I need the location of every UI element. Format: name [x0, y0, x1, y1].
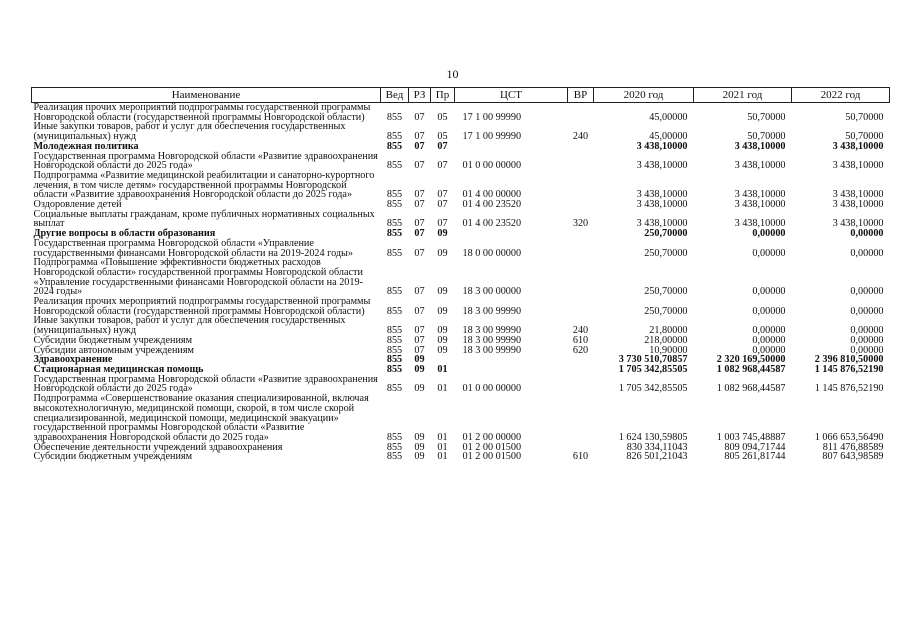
- table-header: [32, 88, 890, 103]
- cell-cst: 18 3 00 99990: [462, 305, 522, 317]
- header-2022: 2022 год: [792, 88, 890, 103]
- cell-ved: 855: [386, 111, 403, 123]
- cell-pr: 09: [437, 286, 448, 298]
- cell-vr: [568, 103, 594, 123]
- cell-2020: 1 705 342,85505: [618, 363, 688, 375]
- cell-name: Субсидии автономным учреждениям: [33, 344, 194, 356]
- cell-ved: 855: [386, 199, 403, 211]
- cell-cst: 01 2 00 01500: [462, 451, 522, 463]
- cell-cst: 01 0 00 00000: [462, 383, 522, 395]
- cell-2020: 3 438,10000: [636, 218, 688, 230]
- cell-2022: 0,00000: [850, 247, 884, 259]
- cell-name: Здравоохранение: [33, 354, 113, 366]
- cell-2020: 10,90000: [649, 344, 688, 356]
- cell-rz: 07: [414, 247, 425, 259]
- cell-2020: 250,70000: [644, 247, 688, 259]
- cell-vr: 240: [572, 131, 589, 143]
- cell-ved: 855: [386, 247, 403, 259]
- cell-name: Государственная программа Новгородской области «Управление государственными финансами Новгородской области на 2019-2024 годы»: [33, 237, 354, 259]
- cell-2022: 0,00000: [850, 286, 884, 298]
- cell-2021: 0,00000: [752, 228, 786, 240]
- cell-2022: 1 145 876,52190: [814, 363, 884, 375]
- cell-2021: 3 438,10000: [734, 218, 786, 230]
- cell-pr: 01: [437, 451, 448, 463]
- cell-2021: 0,00000: [752, 286, 786, 298]
- cell-rz: 09: [414, 363, 425, 375]
- cell-rz: 07: [414, 305, 425, 317]
- cell-ved: 855: [386, 160, 403, 172]
- table-body: [32, 103, 890, 465]
- cell-name: Молодежная политика: [33, 140, 139, 152]
- cell-vr: 320: [572, 218, 589, 230]
- cell-2020: 1 705 342,85505: [618, 383, 688, 395]
- cell-name: Государственная программа Новгородской области «Развитие здравоохранения Новгородской области до 2025 года»: [33, 373, 378, 395]
- cell-pr: 01: [437, 431, 448, 443]
- cell-ved: 855: [386, 451, 403, 463]
- cell-cst: 01 2 00 00000: [462, 431, 522, 443]
- cell-name: Социальные выплаты гражданам, кроме публичных нормативных социальных выплат: [33, 208, 375, 230]
- cell-2022: 50,70000: [845, 111, 884, 123]
- table-row: [32, 122, 890, 141]
- cell-vr: 240: [572, 325, 589, 337]
- cell-pr: 01: [437, 383, 448, 395]
- cell-pr: 05: [437, 131, 448, 143]
- table-row: [32, 394, 890, 443]
- cell-2020: 250,70000: [644, 305, 688, 317]
- cell-rz: 07: [414, 334, 425, 346]
- cell-vr: [568, 355, 594, 365]
- table-row: [32, 239, 890, 258]
- cell-name: Государственная программа Новгородской области «Развитие здравоохранения Новгородской области до 2025 года»: [33, 150, 378, 172]
- header-cst: ЦСТ: [455, 88, 568, 103]
- cell-pr: 07: [437, 160, 448, 172]
- cell-rz: 07: [414, 325, 425, 337]
- cell-pr: 09: [437, 344, 448, 356]
- header-name: Наименование: [32, 88, 381, 103]
- cell-cst: 18 3 00 99990: [462, 325, 522, 337]
- cell-2022: 0,00000: [850, 334, 884, 346]
- cell-rz: 09: [414, 451, 425, 463]
- cell-rz: 07: [414, 199, 425, 211]
- cell-2021: 50,70000: [747, 111, 786, 123]
- cell-cst: [455, 365, 568, 375]
- cell-2022: 3 438,10000: [832, 218, 884, 230]
- cell-rz: 07: [414, 344, 425, 356]
- cell-2022: 811 476,88589: [822, 441, 884, 453]
- cell-rz: 07: [414, 111, 425, 123]
- cell-rz: 07: [414, 189, 425, 201]
- header-vr: ВР: [568, 88, 594, 103]
- cell-cst: [455, 355, 568, 365]
- cell-2020: 3 730 510,70857: [618, 354, 688, 366]
- cell-cst: 01 4 00 23520: [462, 218, 522, 230]
- cell-ved: 855: [386, 325, 403, 337]
- cell-2022: 807 643,98589: [822, 451, 884, 463]
- cell-2021: 3 438,10000: [734, 189, 786, 201]
- cell-vr: [568, 394, 594, 443]
- cell-ved: 855: [386, 131, 403, 143]
- cell-cst: 01 2 00 01500: [462, 441, 522, 453]
- cell-name: Подпрограмма «Совершенствование оказания специализированной, включая высокотехнологичную, медицинской помощи, скорой, в том числе скорой специализированной, медицинской помощи, медицинской эвакуации» государственной программы Новгородской области «Развитие здравоохранения Новгородской области до 2025 года»: [33, 393, 369, 443]
- cell-rz: 07: [414, 228, 425, 240]
- cell-rz: 09: [414, 354, 425, 366]
- cell-cst: [455, 142, 568, 152]
- cell-ved: 855: [386, 354, 403, 366]
- page-number: 10: [446, 67, 459, 81]
- cell-name: Реализация прочих мероприятий подпрограммы государственной программы Новгородской области (государственной программы Новгородской области): [33, 102, 371, 123]
- cell-2020: 3 438,10000: [636, 189, 688, 201]
- cell-vr: [568, 171, 594, 200]
- cell-2022: 50,70000: [845, 131, 884, 143]
- cell-2022: 0,00000: [850, 344, 884, 356]
- cell-name: Другие вопросы в области образования: [33, 228, 216, 240]
- cell-vr: [568, 297, 594, 316]
- cell-name: Иные закупки товаров, работ и услуг для обеспечения государственных (муниципальных) нужд: [33, 121, 346, 143]
- cell-ved: 855: [386, 441, 403, 453]
- cell-rz: 07: [414, 140, 425, 152]
- cell-rz: 07: [414, 131, 425, 143]
- cell-2021: 0,00000: [752, 334, 786, 346]
- cell-pr: 01: [437, 441, 448, 453]
- table-row: [32, 375, 890, 394]
- budget-table: [31, 87, 890, 464]
- cell-2022: 1 066 653,56490: [814, 431, 884, 443]
- cell-name: Субсидии бюджетным учреждениям: [33, 451, 193, 463]
- cell-rz: 07: [414, 160, 425, 172]
- header-2020: 2020 год: [594, 88, 694, 103]
- cell-2022: 0,00000: [850, 325, 884, 337]
- cell-name: Иные закупки товаров, работ и услуг для обеспечения государственных (муниципальных) нужд: [33, 315, 346, 337]
- cell-vr: [568, 365, 594, 375]
- cell-vr: 610: [572, 451, 589, 463]
- cell-2020: 250,70000: [644, 286, 688, 298]
- cell-2022: 3 438,10000: [832, 199, 884, 211]
- table-row: [32, 452, 890, 464]
- cell-2021: 0,00000: [752, 325, 786, 337]
- cell-name: Субсидии бюджетным учреждениям: [33, 334, 193, 346]
- table-row: [32, 210, 890, 229]
- cell-cst: 01 0 00 00000: [462, 160, 522, 172]
- table-row: [32, 171, 890, 200]
- cell-pr: 09: [437, 247, 448, 259]
- cell-vr: 620: [572, 344, 589, 356]
- cell-vr: [568, 258, 594, 297]
- cell-2020: 21,80000: [649, 325, 688, 337]
- cell-vr: [568, 375, 594, 394]
- cell-cst: 01 4 00 00000: [462, 189, 522, 201]
- cell-2020: 45,00000: [649, 111, 688, 123]
- cell-pr: 09: [437, 325, 448, 337]
- cell-2021: 1 082 968,44587: [716, 383, 786, 395]
- cell-pr: 09: [437, 334, 448, 346]
- cell-vr: 610: [572, 334, 589, 346]
- cell-pr: 01: [437, 363, 448, 375]
- header-rz: РЗ: [409, 88, 431, 103]
- table-row: [32, 103, 890, 123]
- cell-2021: 2 320 169,50000: [716, 354, 786, 366]
- cell-ved: 855: [386, 305, 403, 317]
- cell-2020: 45,00000: [649, 131, 688, 143]
- cell-rz: 09: [414, 383, 425, 395]
- cell-name: Подпрограмма «Развитие медицинской реабилитации и санаторно-курортного лечения, в том числе детям» государственной программы Новгородской области «Развитие здравоохранения Новгородской области до 2025 года»: [33, 169, 375, 201]
- cell-ved: 855: [386, 140, 403, 152]
- cell-pr: 07: [437, 189, 448, 201]
- table-row: [32, 152, 890, 171]
- cell-cst: 17 1 00 99990: [462, 111, 522, 123]
- cell-ved: 855: [386, 431, 403, 443]
- cell-cst: 17 1 00 99990: [462, 131, 522, 143]
- cell-2021: 0,00000: [752, 305, 786, 317]
- cell-2021: 809 094,71744: [724, 441, 786, 453]
- cell-cst: 18 0 00 00000: [462, 247, 522, 259]
- cell-rz: 09: [414, 431, 425, 443]
- cell-2020: 218,00000: [644, 334, 688, 346]
- table-row: [32, 316, 890, 335]
- cell-2020: 826 501,21043: [626, 451, 688, 463]
- cell-cst: 18 3 00 99990: [462, 344, 522, 356]
- cell-name: Оздоровление детей: [33, 199, 122, 211]
- cell-2021: 0,00000: [752, 247, 786, 259]
- header-pr: Пр: [431, 88, 455, 103]
- cell-cst: 18 3 00 99990: [462, 334, 522, 346]
- cell-2020: 3 438,10000: [636, 160, 688, 172]
- table-row: [32, 258, 890, 297]
- cell-2021: 3 438,10000: [734, 140, 786, 152]
- cell-vr: [568, 152, 594, 171]
- cell-pr: 05: [437, 111, 448, 123]
- cell-vr: [568, 239, 594, 258]
- cell-name: Реализация прочих мероприятий подпрограммы государственной программы Новгородской области (государственной программы Новгородской области): [33, 296, 371, 317]
- cell-cst: 18 3 00 00000: [462, 286, 522, 298]
- cell-pr: 09: [437, 228, 448, 240]
- cell-2022: 0,00000: [850, 228, 884, 240]
- cell-ved: 855: [386, 218, 403, 230]
- cell-vr: [568, 229, 594, 239]
- cell-name: Подпрограмма «Повышение эффективности бюджетных расходов Новгородской области» государственной программы Новгородской области «Управление государственными финансами Новгородской области на 2019-2024 годы»: [33, 257, 363, 298]
- header-ved: Вед: [381, 88, 409, 103]
- cell-ved: 855: [386, 363, 403, 375]
- cell-ved: 855: [386, 334, 403, 346]
- cell-ved: 855: [386, 286, 403, 298]
- cell-2022: 2 396 810,50000: [814, 354, 884, 366]
- cell-ved: 855: [386, 228, 403, 240]
- cell-2022: 3 438,10000: [832, 189, 884, 201]
- cell-name: Обеспечение деятельности учреждений здравоохранения: [33, 441, 283, 453]
- cell-name: Стационарная медицинская помощь: [33, 363, 204, 375]
- table-row: [32, 297, 890, 316]
- cell-2020: 3 438,10000: [636, 199, 688, 211]
- cell-2020: 3 438,10000: [636, 140, 688, 152]
- cell-2021: 0,00000: [752, 344, 786, 356]
- cell-ved: 855: [386, 344, 403, 356]
- cell-2022: 0,00000: [850, 305, 884, 317]
- cell-pr: 07: [437, 199, 448, 211]
- header-2021: 2021 год: [694, 88, 792, 103]
- cell-pr: 09: [437, 305, 448, 317]
- cell-2020: 830 334,11043: [626, 441, 688, 453]
- cell-rz: 07: [414, 286, 425, 298]
- cell-cst: 01 4 00 23520: [462, 199, 522, 211]
- cell-2021: 805 261,81744: [724, 451, 786, 463]
- cell-rz: 07: [414, 218, 425, 230]
- cell-2020: 1 624 130,59805: [618, 431, 688, 443]
- cell-2021: 1 003 745,48887: [716, 431, 786, 443]
- cell-2022: 1 145 876,52190: [814, 383, 884, 395]
- cell-ved: 855: [386, 189, 403, 201]
- cell-2021: 3 438,10000: [734, 160, 786, 172]
- cell-vr: [568, 200, 594, 210]
- cell-vr: [568, 142, 594, 152]
- cell-2022: 3 438,10000: [832, 140, 884, 152]
- cell-pr: 07: [437, 218, 448, 230]
- cell-rz: 09: [414, 441, 425, 453]
- cell-ved: 855: [386, 383, 403, 395]
- cell-pr: 07: [437, 140, 448, 152]
- cell-2021: 50,70000: [747, 131, 786, 143]
- cell-2021: 1 082 968,44587: [716, 363, 786, 375]
- cell-2022: 3 438,10000: [832, 160, 884, 172]
- cell-2020: 250,70000: [644, 228, 688, 240]
- cell-cst: [455, 229, 568, 239]
- cell-2021: 3 438,10000: [734, 199, 786, 211]
